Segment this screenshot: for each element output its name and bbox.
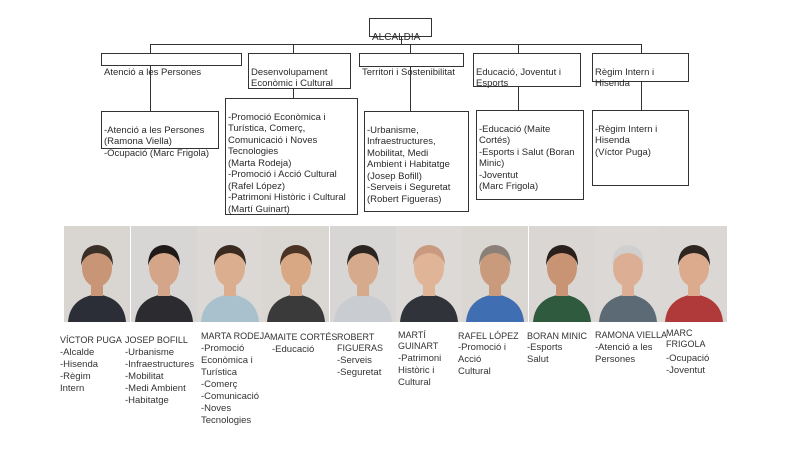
connector-area-3 [410,44,411,53]
detail-text: -Atenció a les Persones (Ramona Viella) -Ocupació (Marc Frigola) [104,124,210,159]
detail-box-2 [225,98,358,215]
portrait-photo [462,226,528,322]
area-box-4 [473,53,581,87]
person-name: JOSEP BOFILL [125,335,188,345]
person-name: MARC FRIGOLA [666,328,706,349]
detail-text: -Educació (Maite Cortés) -Esports i Salut (Boran Minic) -Joventut (Marc Frigola) [479,123,575,192]
connector-detail-2 [293,89,294,98]
portrait-photo [64,226,130,322]
detail-box-5 [592,110,689,186]
portrait-photo [330,226,396,322]
connector-detail-4 [518,87,519,110]
portrait-photo [263,226,329,322]
connector-area-4 [518,44,519,53]
person-name: RAFEL LÓPEZ [458,331,519,341]
area-box-3 [359,53,464,78]
area-box-5 [592,53,689,89]
portrait-photo [197,226,263,322]
person-roles: -Educació [272,344,315,355]
portrait-photo [529,226,595,322]
portrait-photo [595,226,661,322]
root-label: ALCALDIA [372,31,421,43]
person-name: MAITE CORTÉS [270,332,338,342]
person-roles: -Alcalde -Hisenda -Règim Intern [60,347,99,394]
person-roles: -Esports Salut [527,342,563,365]
area-box-1 [101,53,242,78]
area-label: Règim Intern i Hisenda [595,66,655,89]
area-label: Educació, Joventut i Esports [476,66,562,89]
root-box [369,18,432,43]
person-name: MARTÍ GUINART [398,330,439,351]
connector-area-5 [641,44,642,53]
person-roles: -Ocupació -Joventut [666,353,710,376]
area-label: Desenvolupament Econòmic i Cultural [251,66,333,89]
detail-box-1 [101,111,219,159]
person-name: MARTA RODEJA [201,331,271,341]
detail-text: -Urbanisme, Infraestructures, Mobilitat, Medi Ambient i Habitatge (Josep Bofill) -Serveis i Seguretat (Robert Figueras) [367,124,451,205]
portrait-photo [131,226,197,322]
person-name: BORAN MINIC [527,331,588,341]
portrait-photo [396,226,462,322]
person-roles: -Promoció Econòmica i Turística -Comerç -Comunicació -Noves Tecnologies [201,343,260,426]
person-roles: -Serveis -Seguretat [337,355,382,378]
person-roles: -Urbanisme -Infraestructures -Mobilitat -Medi Ambient -Habitatge [125,347,195,406]
connector-detail-5 [641,82,642,110]
portrait-photo [661,226,727,322]
connector-area-2 [293,44,294,53]
connector-horizontal [150,44,642,45]
detail-box-3 [364,111,469,212]
area-label: Territori i Sostenibilitat [362,66,455,78]
person-name: ROBERT FIGUERAS [337,332,384,353]
person-name: RAMONA VIELLA [595,330,668,340]
detail-text: -Règim Intern i Hisenda (Víctor Puga) [595,123,658,158]
area-box-2 [248,53,351,89]
area-label: Atenció a les Persones [104,66,202,78]
person-roles: -Promoció i Acció Cultural [458,342,507,377]
person-roles: -Atenció a les Persones [595,342,653,365]
person-name: VÍCTOR PUGA [60,335,122,345]
detail-text: -Promoció Econòmica i Turística, Comerç, Comunicació i Noves Tecnologies (Marta Rodeja) -Promoció i Acció Cultural (Rafel López) -Patrimoni Històric i Cultural (Martí Guinart) [228,111,346,215]
detail-box-4 [476,110,584,200]
person-roles: -Patrimoni Històric i Cultural [398,353,442,388]
